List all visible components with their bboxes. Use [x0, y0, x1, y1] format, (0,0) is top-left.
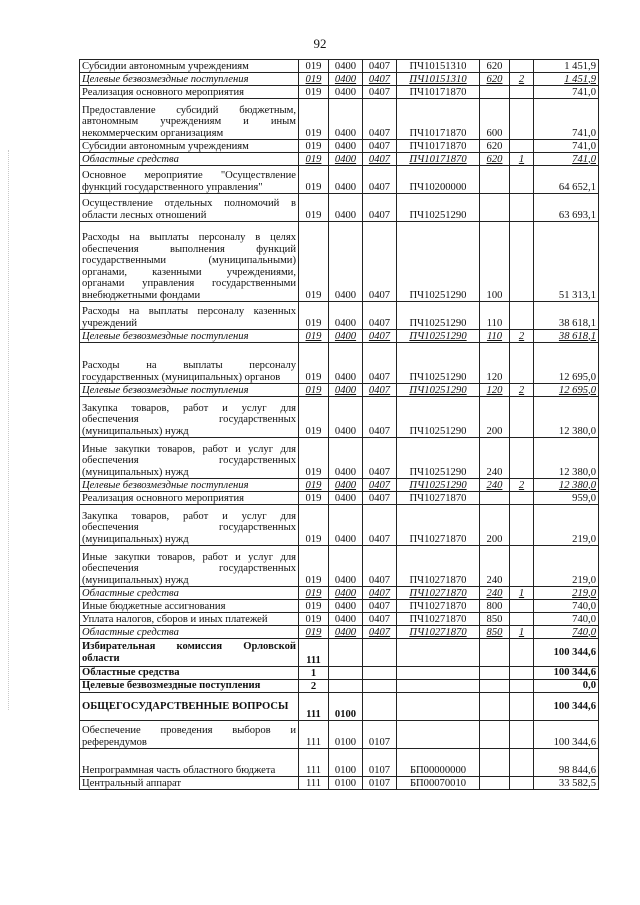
funding-source-cell [510, 60, 534, 73]
amount-cell: 98 844,6 [534, 749, 599, 777]
amount-cell: 741,0 [534, 99, 599, 140]
funding-source-cell [510, 86, 534, 99]
target-article-cell [397, 639, 480, 667]
funding-source-cell: 1 [510, 587, 534, 600]
target-article-cell: ПЧ10251290 [397, 384, 480, 397]
expense-type-cell [480, 749, 510, 777]
table-row [80, 721, 599, 749]
funding-source-cell [510, 777, 534, 790]
table-row [80, 505, 599, 546]
subsection-code-cell [363, 639, 397, 667]
amount-cell: 740,0 [534, 626, 599, 639]
subsection-code-cell: 0407 [363, 99, 397, 140]
admin-code-cell: 019 [299, 194, 329, 222]
funding-source-cell [510, 667, 534, 680]
target-article-cell: ПЧ10251290 [397, 438, 480, 479]
amount-cell: 63 693,1 [534, 194, 599, 222]
table-row [80, 492, 599, 505]
expense-type-cell: 850 [480, 626, 510, 639]
expense-type-cell [480, 680, 510, 693]
section-code-cell: 0100 [329, 721, 363, 749]
subsection-code-cell: 0407 [363, 222, 397, 302]
target-article-cell: ПЧ10151310 [397, 73, 480, 86]
row-name-cell: Расходы на выплаты персоналу государственных (муниципальных) органов [80, 343, 299, 384]
amount-cell: 12 380,0 [534, 479, 599, 492]
expense-type-cell: 120 [480, 384, 510, 397]
expense-type-cell: 600 [480, 99, 510, 140]
funding-source-cell [510, 302, 534, 330]
funding-source-cell: 1 [510, 626, 534, 639]
amount-cell: 100 344,6 [534, 639, 599, 667]
row-name-cell: Осуществление отдельных полномочий в области лесных отношений [80, 194, 299, 222]
target-article-cell [397, 680, 480, 693]
section-code-cell: 0400 [329, 153, 363, 166]
amount-cell: 1 451,9 [534, 60, 599, 73]
amount-cell: 1 451,9 [534, 73, 599, 86]
funding-source-cell [510, 343, 534, 384]
amount-cell: 12 380,0 [534, 397, 599, 438]
section-code-cell: 0400 [329, 140, 363, 153]
section-code-cell: 0400 [329, 86, 363, 99]
subsection-code-cell: 0407 [363, 343, 397, 384]
row-name-cell: Областные средства [80, 667, 299, 680]
expense-type-cell: 120 [480, 343, 510, 384]
amount-cell: 100 344,6 [534, 721, 599, 749]
admin-code-cell: 019 [299, 397, 329, 438]
funding-source-cell: 2 [510, 384, 534, 397]
subsection-code-cell: 0407 [363, 384, 397, 397]
row-name-cell: Субсидии автономным учреждениям [80, 140, 299, 153]
row-name-cell: Основное мероприятие "Осуществление функций государственного управления" [80, 166, 299, 194]
amount-cell: 12 380,0 [534, 438, 599, 479]
row-name-cell: Непрограммная часть областного бюджета [80, 749, 299, 777]
target-article-cell: ПЧ10271870 [397, 505, 480, 546]
amount-cell: 33 582,5 [534, 777, 599, 790]
admin-code-cell: 019 [299, 546, 329, 587]
admin-code-cell: 019 [299, 587, 329, 600]
table-row [80, 639, 599, 667]
row-name-cell: Реализация основного мероприятия [80, 86, 299, 99]
expense-type-cell [480, 492, 510, 505]
subsection-code-cell [363, 693, 397, 721]
section-code-cell [329, 639, 363, 667]
row-name-cell: ОБЩЕГОСУДАРСТВЕННЫЕ ВОПРОСЫ [80, 693, 299, 721]
subsection-code-cell: 0407 [363, 626, 397, 639]
funding-source-cell [510, 749, 534, 777]
budget-table-body [80, 60, 599, 790]
subsection-code-cell: 0407 [363, 86, 397, 99]
admin-code-cell: 019 [299, 479, 329, 492]
section-code-cell: 0100 [329, 777, 363, 790]
expense-type-cell [480, 86, 510, 99]
target-article-cell: ПЧ10251290 [397, 330, 480, 343]
admin-code-cell: 019 [299, 613, 329, 626]
table-row [80, 600, 599, 613]
row-name-cell: Целевые безвозмездные поступления [80, 384, 299, 397]
target-article-cell: ПЧ10251290 [397, 222, 480, 302]
section-code-cell: 0400 [329, 166, 363, 194]
section-code-cell: 0400 [329, 343, 363, 384]
table-row [80, 384, 599, 397]
target-article-cell: ПЧ10251290 [397, 302, 480, 330]
table-row [80, 73, 599, 86]
table-row [80, 587, 599, 600]
target-article-cell: ПЧ10171870 [397, 86, 480, 99]
subsection-code-cell: 0107 [363, 749, 397, 777]
funding-source-cell: 2 [510, 479, 534, 492]
admin-code-cell: 019 [299, 492, 329, 505]
section-code-cell: 0400 [329, 302, 363, 330]
admin-code-cell: 019 [299, 438, 329, 479]
row-name-cell: Иные бюджетные ассигнования [80, 600, 299, 613]
expense-type-cell [480, 777, 510, 790]
budget-table [79, 59, 599, 790]
amount-cell: 100 344,6 [534, 693, 599, 721]
table-row [80, 99, 599, 140]
amount-cell: 740,0 [534, 600, 599, 613]
section-code-cell: 0400 [329, 546, 363, 587]
admin-code-cell: 019 [299, 99, 329, 140]
target-article-cell: ПЧ10271870 [397, 613, 480, 626]
table-row [80, 680, 599, 693]
expense-type-cell: 620 [480, 73, 510, 86]
row-name-cell: Предоставление субсидий бюджетным, автономным учреждениям и иным некоммерческим организациям [80, 99, 299, 140]
expense-type-cell [480, 194, 510, 222]
funding-source-cell [510, 680, 534, 693]
section-code-cell: 0400 [329, 397, 363, 438]
row-name-cell: Расходы на выплаты персоналу казенных учреждений [80, 302, 299, 330]
funding-source-cell [510, 613, 534, 626]
expense-type-cell: 110 [480, 330, 510, 343]
target-article-cell: ПЧ10171870 [397, 140, 480, 153]
amount-cell: 100 344,6 [534, 667, 599, 680]
target-article-cell: ПЧ10271870 [397, 626, 480, 639]
row-name-cell: Уплата налогов, сборов и иных платежей [80, 613, 299, 626]
admin-code-cell: 019 [299, 505, 329, 546]
table-row [80, 166, 599, 194]
subsection-code-cell: 0407 [363, 194, 397, 222]
section-code-cell: 0100 [329, 749, 363, 777]
admin-code-cell: 2 [299, 680, 329, 693]
section-code-cell: 0400 [329, 384, 363, 397]
amount-cell: 12 695,0 [534, 343, 599, 384]
funding-source-cell [510, 166, 534, 194]
admin-code-cell: 111 [299, 721, 329, 749]
amount-cell: 38 618,1 [534, 302, 599, 330]
admin-code-cell: 019 [299, 330, 329, 343]
page-number: 92 [313, 36, 327, 51]
subsection-code-cell: 0407 [363, 587, 397, 600]
section-code-cell: 0400 [329, 60, 363, 73]
subsection-code-cell: 0407 [363, 613, 397, 626]
admin-code-cell: 019 [299, 140, 329, 153]
admin-code-cell: 111 [299, 693, 329, 721]
subsection-code-cell: 0407 [363, 600, 397, 613]
expense-type-cell [480, 639, 510, 667]
funding-source-cell [510, 546, 534, 587]
row-name-cell: Реализация основного мероприятия [80, 492, 299, 505]
admin-code-cell: 019 [299, 626, 329, 639]
expense-type-cell: 200 [480, 505, 510, 546]
section-code-cell: 0400 [329, 330, 363, 343]
section-code-cell: 0400 [329, 505, 363, 546]
section-code-cell: 0400 [329, 222, 363, 302]
subsection-code-cell: 0407 [363, 397, 397, 438]
funding-source-cell [510, 639, 534, 667]
row-name-cell: Областные средства [80, 587, 299, 600]
section-code-cell: 0400 [329, 438, 363, 479]
target-article-cell: ПЧ10200000 [397, 166, 480, 194]
section-code-cell [329, 680, 363, 693]
table-row [80, 222, 599, 302]
admin-code-cell: 019 [299, 222, 329, 302]
row-name-cell: Целевые безвозмездные поступления [80, 680, 299, 693]
table-row [80, 777, 599, 790]
funding-source-cell [510, 492, 534, 505]
expense-type-cell [480, 721, 510, 749]
funding-source-cell: 1 [510, 153, 534, 166]
admin-code-cell: 019 [299, 153, 329, 166]
row-name-cell: Целевые безвозмездные поступления [80, 73, 299, 86]
admin-code-cell: 019 [299, 166, 329, 194]
expense-type-cell: 620 [480, 60, 510, 73]
target-article-cell [397, 667, 480, 680]
table-row [80, 153, 599, 166]
section-code-cell: 0400 [329, 600, 363, 613]
subsection-code-cell: 0107 [363, 777, 397, 790]
funding-source-cell [510, 600, 534, 613]
row-name-cell: Субсидии автономным учреждениям [80, 60, 299, 73]
target-article-cell: ПЧ10251290 [397, 194, 480, 222]
funding-source-cell [510, 397, 534, 438]
admin-code-cell: 111 [299, 777, 329, 790]
subsection-code-cell: 0407 [363, 505, 397, 546]
row-name-cell: Областные средства [80, 626, 299, 639]
funding-source-cell [510, 505, 534, 546]
table-row [80, 693, 599, 721]
table-row [80, 194, 599, 222]
funding-source-cell [510, 140, 534, 153]
subsection-code-cell: 0407 [363, 330, 397, 343]
target-article-cell: БП00000000 [397, 749, 480, 777]
subsection-code-cell: 0407 [363, 60, 397, 73]
section-code-cell: 0100 [329, 693, 363, 721]
table-row [80, 438, 599, 479]
funding-source-cell [510, 438, 534, 479]
funding-source-cell: 2 [510, 73, 534, 86]
admin-code-cell: 111 [299, 639, 329, 667]
row-name-cell: Избирательная комиссия Орловской области [80, 639, 299, 667]
expense-type-cell: 240 [480, 587, 510, 600]
expense-type-cell [480, 166, 510, 194]
funding-source-cell [510, 222, 534, 302]
target-article-cell: ПЧ10271870 [397, 587, 480, 600]
section-code-cell: 0400 [329, 73, 363, 86]
amount-cell: 12 695,0 [534, 384, 599, 397]
expense-type-cell: 850 [480, 613, 510, 626]
target-article-cell: ПЧ10271870 [397, 546, 480, 587]
amount-cell: 741,0 [534, 86, 599, 99]
admin-code-cell: 019 [299, 73, 329, 86]
admin-code-cell: 1 [299, 667, 329, 680]
subsection-code-cell: 0407 [363, 492, 397, 505]
subsection-code-cell: 0407 [363, 479, 397, 492]
target-article-cell: ПЧ10271870 [397, 492, 480, 505]
funding-source-cell: 2 [510, 330, 534, 343]
amount-cell: 64 652,1 [534, 166, 599, 194]
admin-code-cell: 019 [299, 302, 329, 330]
amount-cell: 219,0 [534, 505, 599, 546]
table-row [80, 86, 599, 99]
subsection-code-cell: 0107 [363, 721, 397, 749]
row-name-cell: Иные закупки товаров, работ и услуг для обеспечения государственных (муниципальных) нужд [80, 546, 299, 587]
expense-type-cell: 110 [480, 302, 510, 330]
section-code-cell: 0400 [329, 99, 363, 140]
row-name-cell: Центральный аппарат [80, 777, 299, 790]
expense-type-cell: 240 [480, 546, 510, 587]
subsection-code-cell [363, 680, 397, 693]
table-row [80, 479, 599, 492]
row-name-cell: Обеспечение проведения выборов и референдумов [80, 721, 299, 749]
subsection-code-cell: 0407 [363, 302, 397, 330]
target-article-cell [397, 721, 480, 749]
subsection-code-cell: 0407 [363, 140, 397, 153]
target-article-cell: ПЧ10171870 [397, 153, 480, 166]
expense-type-cell: 200 [480, 397, 510, 438]
amount-cell: 0,0 [534, 680, 599, 693]
table-row [80, 749, 599, 777]
target-article-cell: ПЧ10251290 [397, 479, 480, 492]
funding-source-cell [510, 99, 534, 140]
target-article-cell: ПЧ10251290 [397, 343, 480, 384]
amount-cell: 219,0 [534, 587, 599, 600]
target-article-cell: ПЧ10271870 [397, 600, 480, 613]
row-name-cell: Закупка товаров, работ и услуг для обеспечения государственных (муниципальных) нужд [80, 397, 299, 438]
subsection-code-cell [363, 667, 397, 680]
expense-type-cell: 620 [480, 153, 510, 166]
expense-type-cell [480, 693, 510, 721]
scan-margin-line [8, 150, 9, 710]
admin-code-cell: 019 [299, 60, 329, 73]
table-row [80, 613, 599, 626]
subsection-code-cell: 0407 [363, 166, 397, 194]
amount-cell: 959,0 [534, 492, 599, 505]
table-row [80, 626, 599, 639]
subsection-code-cell: 0407 [363, 438, 397, 479]
section-code-cell: 0400 [329, 194, 363, 222]
admin-code-cell: 019 [299, 86, 329, 99]
target-article-cell: ПЧ10151310 [397, 60, 480, 73]
row-name-cell: Областные средства [80, 153, 299, 166]
expense-type-cell: 240 [480, 479, 510, 492]
target-article-cell: ПЧ10171870 [397, 99, 480, 140]
section-code-cell: 0400 [329, 479, 363, 492]
expense-type-cell [480, 667, 510, 680]
section-code-cell [329, 667, 363, 680]
row-name-cell: Иные закупки товаров, работ и услуг для обеспечения государственных (муниципальных) нужд [80, 438, 299, 479]
table-row [80, 546, 599, 587]
amount-cell: 741,0 [534, 153, 599, 166]
subsection-code-cell: 0407 [363, 153, 397, 166]
expense-type-cell: 100 [480, 222, 510, 302]
target-article-cell: БП00070010 [397, 777, 480, 790]
section-code-cell: 0400 [329, 626, 363, 639]
table-row [80, 667, 599, 680]
admin-code-cell: 019 [299, 384, 329, 397]
section-code-cell: 0400 [329, 492, 363, 505]
funding-source-cell [510, 194, 534, 222]
expense-type-cell: 620 [480, 140, 510, 153]
amount-cell: 741,0 [534, 140, 599, 153]
target-article-cell: ПЧ10251290 [397, 397, 480, 438]
funding-source-cell [510, 693, 534, 721]
subsection-code-cell: 0407 [363, 546, 397, 587]
table-row [80, 302, 599, 330]
row-name-cell: Целевые безвозмездные поступления [80, 330, 299, 343]
row-name-cell: Расходы на выплаты персоналу в целях обеспечения выполнения функций государственными (муниципальными) органами, казенными учреждениями, органами управления государственными внебюджетными фондами [80, 222, 299, 302]
table-row [80, 343, 599, 384]
amount-cell: 38 618,1 [534, 330, 599, 343]
amount-cell: 51 313,1 [534, 222, 599, 302]
section-code-cell: 0400 [329, 613, 363, 626]
expense-type-cell: 800 [480, 600, 510, 613]
section-code-cell: 0400 [329, 587, 363, 600]
table-row [80, 140, 599, 153]
table-row [80, 60, 599, 73]
admin-code-cell: 111 [299, 749, 329, 777]
table-row [80, 397, 599, 438]
amount-cell: 740,0 [534, 613, 599, 626]
table-row [80, 330, 599, 343]
target-article-cell [397, 693, 480, 721]
admin-code-cell: 019 [299, 600, 329, 613]
subsection-code-cell: 0407 [363, 73, 397, 86]
amount-cell: 219,0 [534, 546, 599, 587]
expense-type-cell: 240 [480, 438, 510, 479]
row-name-cell: Закупка товаров, работ и услуг для обеспечения государственных (муниципальных) нужд [80, 505, 299, 546]
admin-code-cell: 019 [299, 343, 329, 384]
funding-source-cell [510, 721, 534, 749]
row-name-cell: Целевые безвозмездные поступления [80, 479, 299, 492]
